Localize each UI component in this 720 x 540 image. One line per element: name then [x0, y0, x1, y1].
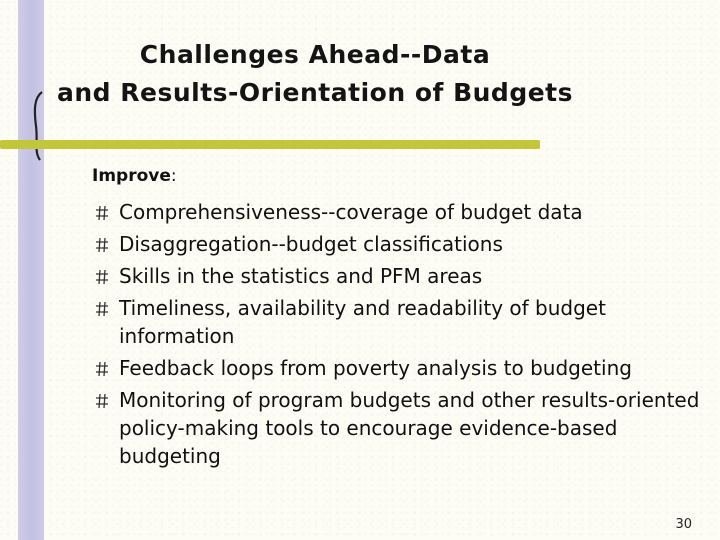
- list-item: [92, 294, 704, 350]
- title-underline-rule: [0, 140, 540, 149]
- slide-title: [45, 36, 585, 112]
- bracket-decoration-icon: [30, 90, 44, 162]
- hash-bullet-icon: [95, 269, 109, 285]
- left-decorative-stripe: [18, 0, 44, 540]
- bullet-text: Disaggregation--budget classifications: [119, 232, 503, 256]
- bullet-text: Monitoring of program budgets and other results-oriented policy-making tools to encourage evidence-based budgeting: [119, 388, 700, 468]
- page-number: 30: [675, 517, 692, 532]
- hash-bullet-icon: [95, 301, 109, 317]
- hash-bullet-icon: [95, 393, 109, 409]
- bullet-text: Skills in the statistics and PFM areas: [119, 264, 483, 288]
- bullet-text: Timeliness, availability and readability of budget information: [119, 296, 606, 348]
- bullet-text: Feedback loops from poverty analysis to budgeting: [119, 356, 632, 380]
- hash-bullet-icon: [95, 205, 109, 221]
- list-item: [92, 262, 704, 290]
- title-line-1: Challenges Ahead--Data: [139, 40, 491, 69]
- list-item: [92, 354, 704, 382]
- list-item: [92, 386, 704, 470]
- title-line-2: and Results-Orientation of Budgets: [56, 78, 574, 107]
- intro-label: Improve: [92, 166, 171, 186]
- intro-heading: [92, 166, 177, 186]
- intro-colon: :: [170, 166, 177, 186]
- bullet-list: [92, 198, 704, 474]
- hash-bullet-icon: [95, 361, 109, 377]
- list-item: [92, 198, 704, 226]
- bullet-text: Comprehensiveness--coverage of budget data: [119, 200, 583, 224]
- hash-bullet-icon: [95, 237, 109, 253]
- list-item: [92, 230, 704, 258]
